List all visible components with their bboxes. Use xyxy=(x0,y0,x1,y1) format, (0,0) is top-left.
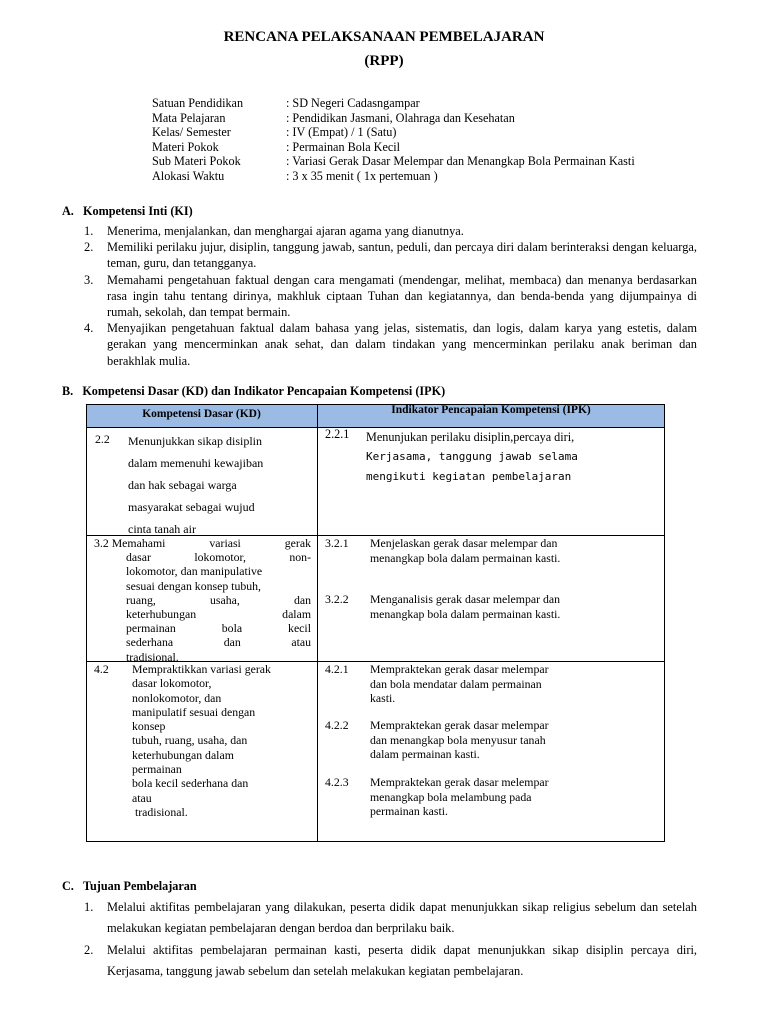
ipk-text xyxy=(370,662,549,706)
list-number: 1. xyxy=(84,224,94,238)
kd-line: permainan xyxy=(132,762,182,777)
kd-line: Menunjukkan sikap disiplin xyxy=(128,434,262,448)
table-border xyxy=(86,841,665,842)
identity-label: Sub Materi Pokok xyxy=(152,154,241,169)
list-number: 2. xyxy=(84,942,94,957)
identity-label: Mata Pelajaran xyxy=(152,110,226,125)
kd-line: atau xyxy=(132,790,152,805)
ipk-line: Menganalisis gerak dasar melempar dan xyxy=(370,592,560,606)
list-number: 3. xyxy=(84,272,94,287)
kd-word: dasar xyxy=(126,550,151,565)
kd-line: konsep xyxy=(132,719,166,734)
identity-value: : 3 x 35 menit ( 1x pertemuan ) xyxy=(286,168,438,183)
ipk-line: Menjelaskan gerak dasar melempar dan xyxy=(370,536,558,550)
ipk-line: menangkap bola melambung pada xyxy=(370,789,532,804)
ipk-text xyxy=(366,427,578,487)
identity-value: : SD Negeri Cadasngampar xyxy=(286,96,420,110)
ipk-text xyxy=(370,592,560,621)
ipk-number: 3.2.2 xyxy=(325,592,349,606)
ipk-line: permainan kasti. xyxy=(370,804,448,818)
section-b-heading: B. Kompetensi Dasar (KD) dan Indikator Pencapaian Kompetensi (IPK) xyxy=(62,384,446,398)
kd-text xyxy=(128,430,263,540)
kd-line: Mempraktikkan variasi gerak xyxy=(132,662,271,676)
kd-line: tradisional. xyxy=(132,804,188,819)
section-c-list xyxy=(84,897,697,982)
ipk-number: 4.2.2 xyxy=(325,718,349,732)
document-subtitle: (RPP) xyxy=(364,53,404,69)
ipk-line: dan bola mendatar dalam permainan xyxy=(370,676,542,691)
table-column-divider xyxy=(317,404,318,842)
kd-number: 2.2 xyxy=(95,432,110,446)
kd-word: keterhubungan xyxy=(126,607,197,622)
list-text: Melalui aktifitas pembelajaran permainan kasti, peserta didik dapat menunjukkan sikap disiplin percaya diri, Kerjasama, tanggung jawab sebelum dan setelah melakukan kegiatan pembelajaran. xyxy=(107,942,697,978)
identity-value: : Pendidikan Jasmani, Olahraga dan Kesehatan xyxy=(286,110,515,125)
kd-line: lokomotor, dan manipulative xyxy=(126,564,263,579)
kd-line: tubuh, ruang, usaha, dan xyxy=(132,733,248,748)
identity-label: Kelas/ Semester xyxy=(152,125,231,140)
kd-word: dan xyxy=(223,635,241,650)
kd-word: lokomotor, xyxy=(194,550,246,565)
ipk-line: menangkap bola dalam permainan kasti. xyxy=(370,550,561,565)
kd-word: dan xyxy=(293,592,311,607)
kd-text xyxy=(94,536,311,664)
ipk-number: 2.2.1 xyxy=(325,427,350,441)
kd-ipk-table xyxy=(86,404,665,842)
kd-word: ruang, xyxy=(126,592,156,607)
kd-word: permainan xyxy=(126,621,176,636)
kd-line xyxy=(94,607,311,621)
kd-word: bola xyxy=(221,621,243,636)
ipk-number: 4.2.1 xyxy=(325,662,349,676)
list-number: 4. xyxy=(84,321,94,336)
ipk-text xyxy=(370,718,549,762)
list-item xyxy=(84,320,697,369)
kd-word: atau xyxy=(291,635,311,650)
ipk-line: kasti. xyxy=(370,691,396,705)
ipk-line: dan menangkap bola menyusur tanah xyxy=(370,732,546,747)
kd-word: non- xyxy=(289,550,311,565)
identity-label: Alokasi Waktu xyxy=(152,168,225,183)
ipk-line: Mempraktekan gerak dasar melempar xyxy=(370,718,549,732)
kd-line: bola kecil sederhana dan xyxy=(132,776,249,791)
kd-word: 3.2 Memahami xyxy=(94,536,166,550)
kd-line: masyarakat sebagai wujud xyxy=(128,500,255,514)
kd-line: dan hak sebagai warga xyxy=(128,478,237,492)
kd-word: kecil xyxy=(288,621,311,636)
ipk-text xyxy=(370,775,549,819)
list-item xyxy=(84,940,697,983)
table-border xyxy=(664,404,665,842)
identity-value: : IV (Empat) / 1 (Satu) xyxy=(286,125,397,140)
kd-number: 4.2 xyxy=(94,662,109,676)
identity-value: : Permainan Bola Kecil xyxy=(286,139,401,154)
ipk-column-header: Indikator Pencapaian Kompetensi (IPK) xyxy=(391,404,591,416)
list-item xyxy=(84,239,697,271)
identity-values xyxy=(286,96,635,184)
kd-line xyxy=(94,536,311,550)
ipk-line: dalam permainan kasti. xyxy=(370,747,480,761)
ipk-line: Menunjukan perilaku disiplin,percaya diri, xyxy=(366,430,575,444)
kd-word: variasi xyxy=(209,536,241,550)
kd-line: manipulatif sesuai dengan xyxy=(132,704,256,719)
list-item xyxy=(84,272,697,321)
list-text: Memiliki perilaku jujur, disiplin, tanggung jawab, santun, peduli, dan percaya diri dalam berinteraksi dengan keluarga, teman, guru, dan tetangganya. xyxy=(107,240,697,271)
kd-line: keterhubungan dalam xyxy=(132,747,234,762)
list-item xyxy=(84,897,697,940)
ipk-line: menangkap bola dalam permainan kasti. xyxy=(370,606,561,621)
kd-word: usaha, xyxy=(209,592,240,607)
ipk-number: 4.2.3 xyxy=(325,775,349,789)
list-text: Memahami pengetahuan faktual dengan cara mengamati (mendengar, melihat, membaca) dan menanya berdasarkan rasa ingin tahu tentang dirinya, makhluk ciptaan Tuhan dan kegiatannya, dan benda-benda yang dijumpainya di rumah, sekolah, dan tempat bermain. xyxy=(107,272,697,320)
kd-word: sederhana xyxy=(126,635,174,650)
identity-label: Materi Pokok xyxy=(152,139,219,154)
section-a-heading: A. Kompetensi Inti (KI) xyxy=(62,204,193,218)
kd-line xyxy=(94,621,311,635)
identity-label: Satuan Pendidikan xyxy=(152,96,244,110)
list-number: 2. xyxy=(84,240,94,255)
list-text: Melalui aktifitas pembelajaran yang dilakukan, peserta didik dapat menunjukkan sikap religius sebelum dan setelah melakukan kegiatan pembelajaran dengan berdoa dan berprilaku baik. xyxy=(107,900,697,936)
kd-line: tradisional. xyxy=(126,649,179,664)
table-border xyxy=(86,404,87,842)
identity-labels xyxy=(152,96,243,184)
section-a-list xyxy=(84,223,697,369)
kd-line xyxy=(94,550,311,564)
list-text: Menerima, menjalankan, dan menghargai ajaran agama yang dianutnya. xyxy=(107,224,464,238)
kd-line: nonlokomotor, dan xyxy=(132,690,222,705)
list-item xyxy=(84,223,697,239)
ipk-line: Mempraktekan gerak dasar melempar xyxy=(370,662,549,676)
kd-line xyxy=(94,593,311,607)
kd-column-header: Kompetensi Dasar (KD) xyxy=(142,408,261,420)
list-text: Menyajikan pengetahuan faktual dalam bahasa yang jelas, sistematis, dan logis, dalam karya yang estetis, dalam gerakan yang mencerminkan anak sehat, dan dalam tindakan yang mencerminkan perilaku anak beriman dan berakhlak mulia. xyxy=(107,321,697,368)
kd-line: cinta tanah air xyxy=(128,522,196,536)
kd-line: dasar lokomotor, xyxy=(132,676,212,691)
section-c-heading: C. Tujuan Pembelajaran xyxy=(62,879,197,893)
kd-line: dalam memenuhi kewajiban xyxy=(128,456,264,470)
ipk-line: mengikuti kegiatan pembelajaran xyxy=(366,470,572,483)
list-number: 1. xyxy=(84,900,94,914)
ipk-text xyxy=(370,536,560,565)
ipk-line: Mempraktekan gerak dasar melempar xyxy=(370,775,549,789)
ipk-line: Kerjasama, tanggung jawab selama xyxy=(366,450,578,463)
identity-value: : Variasi Gerak Dasar Melempar dan Menangkap Bola Permainan Kasti xyxy=(286,154,635,169)
kd-line xyxy=(94,635,311,649)
kd-text xyxy=(132,662,271,819)
document-title: RENCANA PELAKSANAAN PEMBELAJARAN xyxy=(223,29,545,45)
kd-word: dalam xyxy=(282,607,311,622)
kd-line: sesuai dengan konsep tubuh, xyxy=(126,578,261,593)
kd-word: gerak xyxy=(284,536,311,550)
ipk-number: 3.2.1 xyxy=(325,536,349,550)
